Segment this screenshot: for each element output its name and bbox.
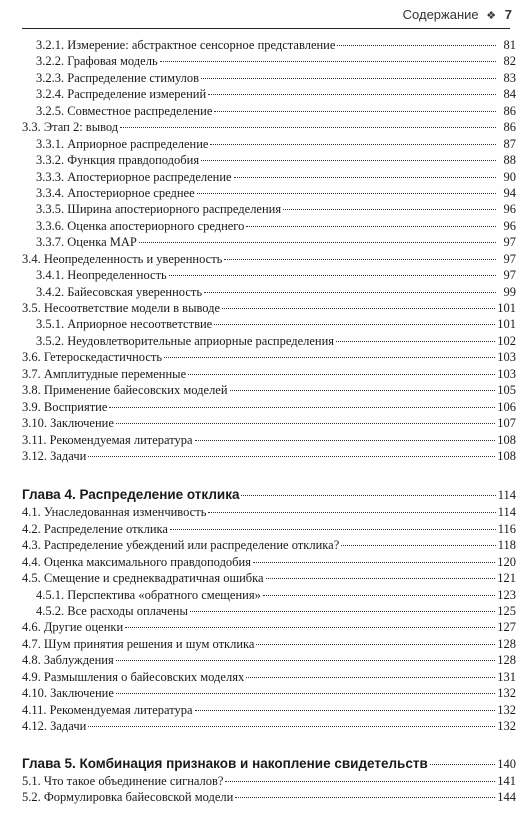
toc-entry-page: 83: [503, 70, 516, 85]
toc-entry: [22, 416, 516, 432]
leader-dots: [222, 308, 495, 309]
toc-entry-label: 3.4. Неопределенность и уверенность: [22, 251, 223, 266]
toc-entry-page: 99: [503, 284, 516, 299]
toc-entry: [22, 235, 516, 251]
header-section: Содержание: [402, 7, 479, 22]
toc-entry-label: 4.4. Оценка максимального правдоподобия: [22, 554, 251, 569]
toc-entry-page: 103: [497, 366, 516, 381]
toc-entry-label: 3.3.5. Ширина апостериорного распределения: [36, 202, 282, 217]
toc-entry-label: 3.3.2. Функция правдоподобия: [36, 153, 200, 168]
leader-dots: [169, 275, 496, 276]
toc-entry: [22, 350, 516, 366]
toc-block-chapter3: [22, 38, 516, 465]
leader-dots: [430, 764, 495, 765]
toc-entry-label: 4.2. Распределение отклика: [22, 521, 168, 536]
toc-entry-label: 5.2. Формулировка байесовской модели: [22, 789, 234, 804]
leader-dots: [224, 259, 496, 260]
toc-entry-label: 3.5. Несоответствие модели в выводе: [22, 301, 221, 315]
toc-entry: [22, 104, 516, 120]
leader-dots: [230, 390, 496, 391]
leader-dots: [208, 94, 496, 95]
toc-entry: [22, 604, 516, 620]
leader-dots: [266, 578, 496, 579]
leader-dots: [208, 512, 495, 513]
toc-entry: [22, 301, 516, 317]
toc-entry-page: 141: [497, 773, 516, 788]
leader-dots: [201, 78, 496, 79]
leader-dots: [336, 341, 495, 342]
toc-entry: [22, 334, 516, 350]
toc-entry: [22, 252, 516, 268]
toc-entry-label: 4.5.1. Перспектива «обратного смещения»: [36, 587, 261, 602]
leader-dots: [116, 423, 495, 424]
toc-entry: [22, 505, 516, 521]
toc-entry-label: 3.5.2. Неудовлетворительные априорные распределения: [36, 333, 335, 348]
spacer: [22, 736, 516, 756]
toc-entry: [22, 522, 516, 538]
toc-entry-page: 105: [497, 383, 516, 398]
toc-entry-label: 3.10. Заключение: [22, 416, 114, 431]
toc-entry-label: 4.12. Задачи: [22, 719, 87, 734]
toc-entry: [22, 317, 516, 333]
toc-entry-page: 132: [497, 719, 516, 734]
leader-dots: [197, 193, 496, 194]
toc-entry-page: 131: [497, 669, 516, 684]
toc-entry: [22, 703, 516, 719]
toc-entry-label: 4.10. Заключение: [22, 686, 114, 701]
leader-dots: [116, 660, 496, 661]
toc-entry: [22, 153, 516, 169]
toc-entry-label: 4.9. Размышления о байесовских моделях: [22, 669, 245, 684]
toc-entry-label: 4.6. Другие оценки: [22, 620, 124, 635]
toc-entry-label: 3.2.3. Распределение стимулов: [36, 70, 200, 85]
leader-dots: [88, 726, 495, 727]
toc-entry-page: 102: [497, 333, 516, 348]
leader-dots: [188, 374, 495, 375]
toc-entry-page: 101: [497, 317, 516, 332]
toc-entry-label: 4.5.2. Все расходы оплачены: [36, 604, 188, 618]
leader-dots: [160, 61, 496, 62]
toc-entry-label: 4.1. Унаследованная изменчивость: [22, 505, 207, 520]
leader-dots: [256, 644, 495, 645]
toc-entry: [22, 620, 516, 636]
toc-entry-label: 4.5. Смещение и среднеквадратичная ошибка: [22, 571, 264, 586]
toc-entry: [22, 686, 516, 702]
toc-entry: [22, 186, 516, 202]
toc-entry: [22, 588, 516, 604]
toc-entry-page: 87: [503, 136, 516, 151]
leader-dots: [253, 562, 495, 563]
toc-entry-label: 3.3. Этап 2: вывод: [22, 120, 119, 135]
chapter-page: 114: [497, 488, 516, 503]
leader-dots: [234, 177, 496, 178]
toc-entry: [22, 653, 516, 669]
leader-dots: [190, 611, 495, 612]
toc-entry-page: 118: [497, 538, 516, 553]
leader-dots: [204, 292, 496, 293]
toc-entry: [22, 38, 516, 54]
leader-dots: [225, 781, 495, 782]
toc-chapter-4: [22, 487, 516, 505]
header-page-number: 7: [504, 7, 512, 22]
leader-dots: [116, 693, 495, 694]
toc-entry-page: 132: [497, 686, 516, 701]
toc-entry-page: 106: [497, 399, 516, 414]
toc-entry-page: 128: [497, 653, 516, 668]
leader-dots: [283, 209, 496, 210]
toc-entry-page: 94: [503, 185, 516, 200]
toc-entry-label: 3.9. Восприятие: [22, 399, 108, 414]
toc-entry-page: 82: [503, 54, 516, 69]
toc-entry: [22, 71, 516, 87]
spacer: [22, 465, 516, 487]
toc-entry-label: 3.3.7. Оценка MAP: [36, 235, 137, 250]
toc-entry-page: 121: [497, 571, 516, 586]
toc-entry: [22, 120, 516, 136]
toc-entry: [22, 774, 516, 790]
toc-entry-page: 84: [503, 87, 516, 102]
leader-dots: [109, 407, 495, 408]
toc-entry: [22, 219, 516, 235]
toc-entry: [22, 137, 516, 153]
toc-entry: [22, 400, 516, 416]
leader-dots: [246, 226, 496, 227]
leader-dots: [263, 595, 495, 596]
leader-dots: [241, 495, 495, 496]
chapter-page: 140: [497, 756, 516, 771]
toc-entry-label: 4.7. Шум принятия решения и шум отклика: [22, 636, 255, 651]
toc-entry-page: 81: [503, 38, 516, 52]
toc-entry-label: 5.1. Что такое объединение сигналов?: [22, 773, 224, 788]
leader-dots: [195, 710, 496, 711]
toc-entry: [22, 87, 516, 103]
toc-entry-page: 114: [497, 505, 516, 520]
leader-dots: [88, 456, 495, 457]
leader-dots: [139, 242, 496, 243]
chapter-title: Глава 5. Комбинация признаков и накопление свидетельств: [22, 755, 428, 771]
toc-entry: [22, 202, 516, 218]
toc-entry-label: 3.12. Задачи: [22, 448, 87, 463]
toc-entry-label: 3.2.2. Графовая модель: [36, 54, 158, 69]
toc-entry-page: 86: [503, 120, 516, 135]
toc-entry: [22, 54, 516, 70]
toc-chapter-5: [22, 756, 516, 774]
toc-entry-label: 3.3.1. Априорное распределение: [36, 136, 209, 151]
toc-entry-page: 97: [503, 235, 516, 250]
toc-entry-label: 3.2.5. Совместное распределение: [36, 103, 213, 118]
toc-block-chapter5: [22, 774, 516, 807]
toc-entry-page: 90: [503, 169, 516, 184]
toc-entry-label: 3.3.6. Оценка апостериорного среднего: [36, 218, 245, 233]
toc-entry-page: 116: [497, 521, 516, 536]
leader-dots: [341, 545, 495, 546]
toc-entry-label: 3.6. Гетероскедастичность: [22, 350, 163, 365]
toc-entry-label: 4.3. Распределение убеждений или распределение отклика?: [22, 538, 340, 553]
table-of-contents: [22, 38, 516, 806]
diamond-ornament-icon: ❖: [486, 10, 497, 22]
leader-dots: [337, 45, 496, 46]
toc-entry-label: 3.2.4. Распределение измерений: [36, 87, 207, 102]
leader-dots: [125, 627, 495, 628]
toc-entry-label: 3.8. Применение байесовских моделей: [22, 383, 228, 398]
toc-entry-page: 107: [497, 416, 516, 431]
toc-entry-page: 88: [503, 153, 516, 168]
toc-entry: [22, 555, 516, 571]
toc-entry-page: 96: [503, 218, 516, 233]
toc-entry-page: 132: [497, 702, 516, 717]
toc-entry-page: 86: [503, 103, 516, 118]
leader-dots: [201, 160, 496, 161]
leader-dots: [164, 357, 495, 358]
toc-entry: [22, 285, 516, 301]
toc-entry-label: 3.4.1. Неопределенность: [36, 268, 167, 283]
toc-entry-page: 108: [497, 448, 516, 463]
toc-entry-page: 127: [497, 620, 516, 635]
leader-dots: [170, 529, 496, 530]
toc-entry-page: 97: [503, 251, 516, 266]
toc-entry: [22, 571, 516, 587]
toc-entry: [22, 367, 516, 383]
toc-entry: [22, 670, 516, 686]
toc-entry: [22, 449, 516, 465]
toc-block-chapter4: [22, 505, 516, 735]
toc-entry: [22, 719, 516, 735]
toc-entry-label: 4.11. Рекомендуемая литература: [22, 702, 193, 717]
toc-entry: [22, 538, 516, 554]
toc-entry-label: 3.3.4. Апостериорное среднее: [36, 185, 195, 200]
toc-entry-label: 3.2.1. Измерение: абстрактное сенсорное представление: [36, 38, 336, 52]
toc-entry-page: 144: [497, 789, 516, 804]
toc-entry-page: 97: [503, 268, 516, 283]
toc-entry: [22, 383, 516, 399]
toc-entry-page: 108: [497, 432, 516, 447]
toc-entry: [22, 790, 516, 806]
toc-entry-page: 120: [497, 554, 516, 569]
toc-entry-page: 128: [497, 636, 516, 651]
running-header: [0, 0, 528, 28]
leader-dots: [195, 440, 496, 441]
leader-dots: [235, 797, 495, 798]
toc-entry: [22, 170, 516, 186]
toc-entry-label: 3.5.1. Априорное несоответствие: [36, 317, 213, 332]
toc-entry-page: 103: [497, 350, 516, 365]
leader-dots: [210, 144, 496, 145]
leader-dots: [246, 677, 495, 678]
toc-entry-label: 4.8. Заблуждения: [22, 653, 114, 668]
leader-dots: [120, 127, 496, 128]
leader-dots: [214, 111, 496, 112]
chapter-title: Глава 4. Распределение отклика: [22, 487, 240, 503]
leader-dots: [214, 324, 495, 325]
toc-entry-page: 96: [503, 202, 516, 217]
toc-entry-page: 101: [497, 301, 516, 315]
toc-entry: [22, 268, 516, 284]
toc-entry-label: 3.11. Рекомендуемая литература: [22, 432, 193, 447]
toc-entry-label: 3.7. Амплитудные переменные: [22, 366, 187, 381]
toc-entry-label: 3.4.2. Байесовская уверенность: [36, 284, 203, 299]
header-text: [403, 7, 512, 22]
toc-entry: [22, 637, 516, 653]
toc-entry-page: 123: [497, 587, 516, 602]
header-rule: [22, 28, 510, 29]
toc-entry: [22, 433, 516, 449]
toc-entry-page: 125: [497, 604, 516, 618]
toc-entry-label: 3.3.3. Апостериорное распределение: [36, 169, 232, 184]
